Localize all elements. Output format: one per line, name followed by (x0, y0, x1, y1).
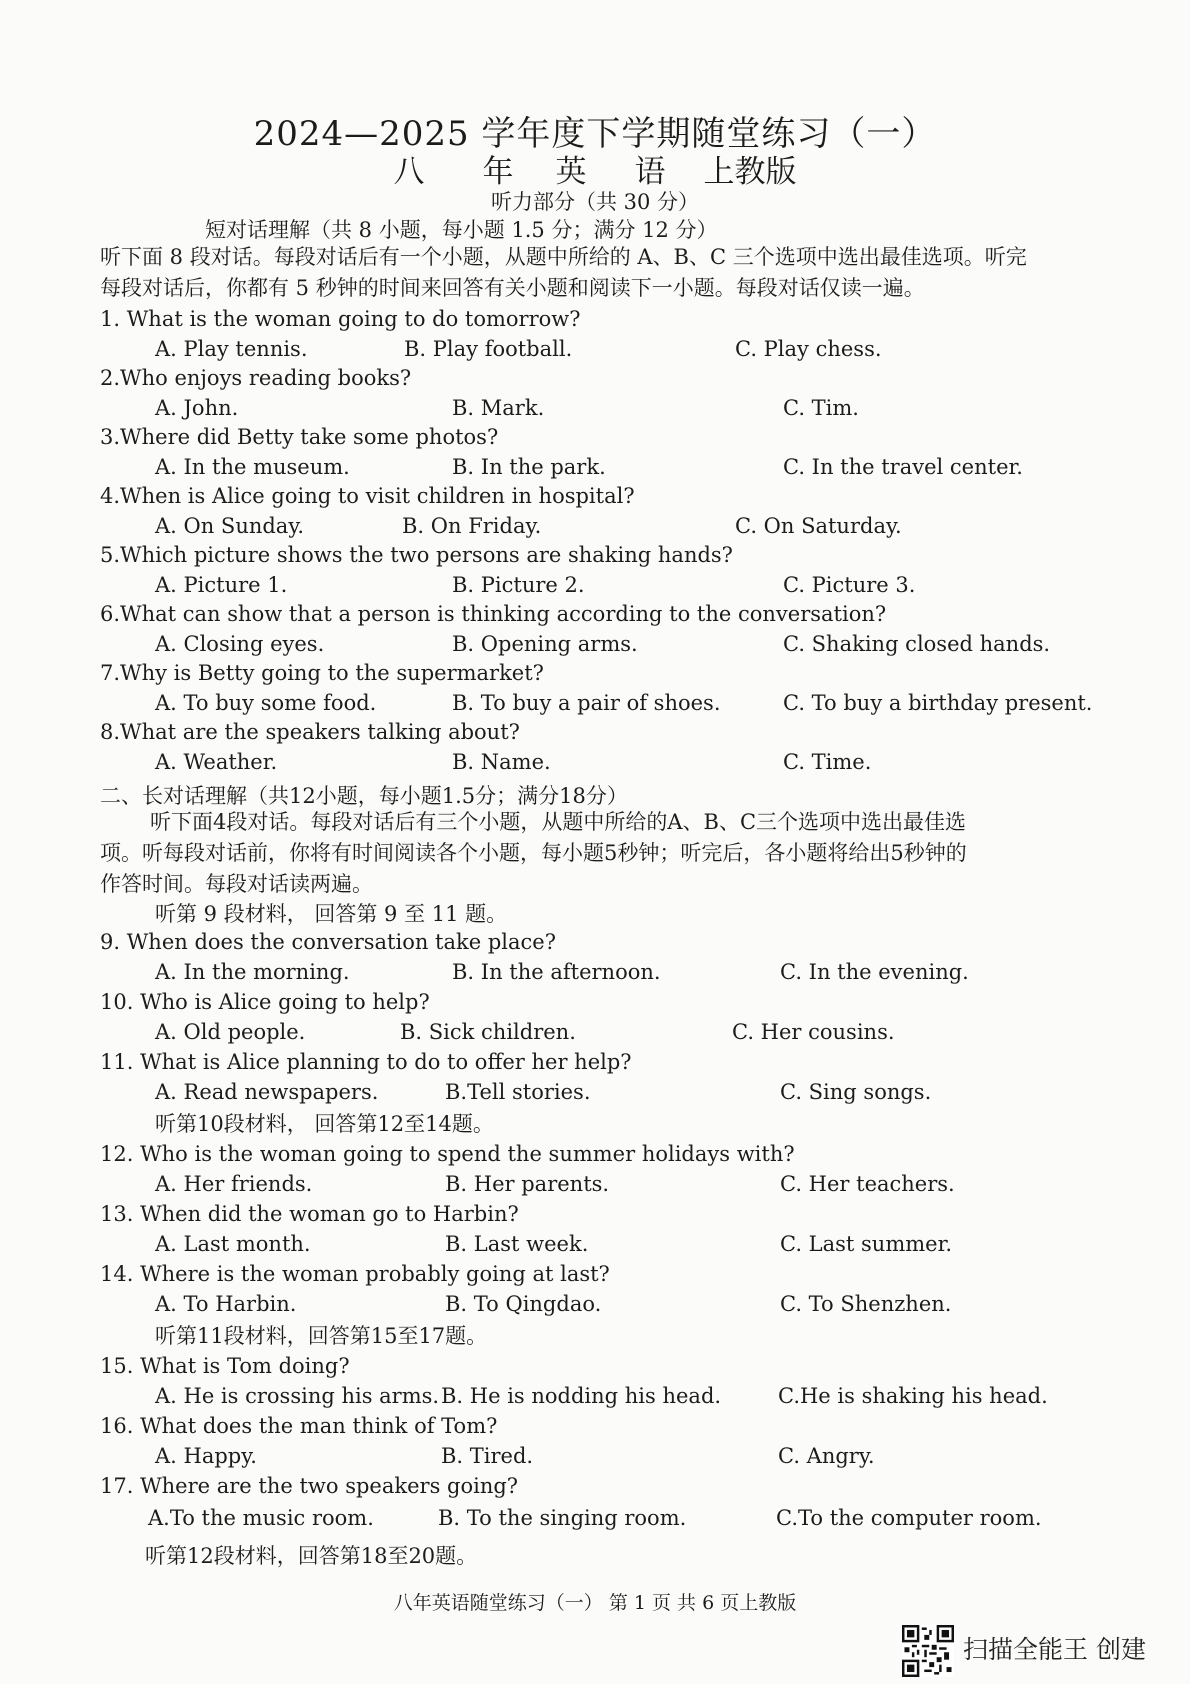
scanner-watermark: 扫描全能王 创建 (963, 1635, 1146, 1664)
question-11: 11. What is Alice planning to do to offer her help? (100, 1050, 632, 1074)
option-a: A. To buy some food. (155, 691, 377, 715)
subtitle-word: 语 (634, 154, 666, 190)
option-b: B. To buy a pair of shoes. (452, 691, 721, 715)
question-9: 9. When does the conversation take place? (100, 930, 556, 954)
material-11-note: 听第11段材料，回答第15至17题。 (155, 1324, 488, 1348)
instruction-line: 项。听每段对话前，你将有时间阅读各个小题，每小题5秒钟；听完后，各小题将给出5秒钟的 (100, 841, 967, 865)
option-b: B. On Friday. (402, 514, 542, 538)
subtitle-word: 上教版 (703, 154, 797, 190)
section2-instruction (100, 807, 1100, 838)
option-b: B. Play football. (404, 337, 573, 361)
question-1: 1. What is the woman going to do tomorrow? (100, 307, 581, 331)
subtitle-word: 年 (482, 154, 514, 190)
option-b: B.Tell stories. (445, 1080, 591, 1104)
question-12: 12. Who is the woman going to spend the summer holidays with? (100, 1142, 795, 1166)
instruction-line: 作答时间。每段对话读两遍。 (100, 872, 373, 896)
option-a: A. Her friends. (155, 1172, 313, 1196)
question-2: 2.Who enjoys reading books? (100, 366, 412, 390)
option-a: A. He is crossing his arms. (155, 1384, 440, 1408)
option-b: B. Opening arms. (452, 632, 638, 656)
option-a: A. Old people. (155, 1020, 306, 1044)
option-c: C. Play chess. (735, 337, 882, 361)
option-a: A. To Harbin. (155, 1292, 297, 1316)
option-c: C. Her teachers. (780, 1172, 955, 1196)
option-c: C. To Shenzhen. (780, 1292, 952, 1316)
option-c: C. To buy a birthday present. (783, 691, 1093, 715)
part-heading: 听力部分（共 30 分） (490, 190, 700, 214)
option-a: A. In the museum. (155, 455, 350, 479)
instruction-line: 听下面 8 段对话。每段对话后有一个小题，从题中所给的 A、B、C 三个选项中选出最佳选项。听完 (100, 245, 1027, 269)
subtitle-word: 八 (393, 154, 425, 190)
question-4: 4.When is Alice going to visit children in hospital? (100, 484, 635, 508)
option-c: C. Shaking closed hands. (783, 632, 1051, 656)
option-b: B. To the singing room. (438, 1506, 687, 1530)
option-a: A. Picture 1. (155, 573, 288, 597)
material-9-note: 听第 9 段材料， 回答第 9 至 11 题。 (155, 902, 508, 926)
question-8: 8.What are the speakers talking about? (100, 720, 520, 744)
option-b: B. In the park. (452, 455, 606, 479)
option-a: A. Closing eyes. (155, 632, 325, 656)
question-15: 15. What is Tom doing? (100, 1354, 350, 1378)
option-c: C. Angry. (778, 1444, 875, 1468)
option-a: A. Read newspapers. (155, 1080, 379, 1104)
question-10: 10. Who is Alice going to help? (100, 990, 430, 1014)
option-b: B. Mark. (452, 396, 545, 420)
question-6: 6.What can show that a person is thinking according to the conversation? (100, 602, 887, 626)
option-c: C. In the evening. (780, 960, 969, 984)
option-c: C.He is shaking his head. (778, 1384, 1048, 1408)
section1-heading: 短对话理解（共 8 小题，每小题 1.5 分；满分 12 分） (205, 218, 718, 242)
option-a: A. Weather. (155, 750, 278, 774)
option-b: B. In the afternoon. (452, 960, 661, 984)
option-c: C. Tim. (783, 396, 859, 420)
option-a: A. John. (155, 396, 239, 420)
qr-code-icon (902, 1625, 954, 1677)
option-c: C. Picture 3. (783, 573, 916, 597)
option-a: A. Happy. (155, 1444, 257, 1468)
option-b: B. Name. (452, 750, 551, 774)
question-17: 17. Where are the two speakers going? (100, 1474, 519, 1498)
option-b: B. Her parents. (445, 1172, 610, 1196)
option-b: B. Sick children. (400, 1020, 576, 1044)
page-footer: 八年英语随堂练习（一） 第 1 页 共 6 页上教版 (393, 1592, 797, 1614)
material-10-note: 听第10段材料， 回答第12至14题。 (155, 1112, 494, 1136)
question-16: 16. What does the man think of Tom? (100, 1414, 498, 1438)
question-14: 14. Where is the woman probably going at last? (100, 1262, 610, 1286)
option-a: A. Last month. (155, 1232, 311, 1256)
option-c: C. Time. (783, 750, 872, 774)
option-c: C. On Saturday. (735, 514, 902, 538)
question-7: 7.Why is Betty going to the supermarket? (100, 661, 544, 685)
option-b: B. To Qingdao. (445, 1292, 602, 1316)
option-a: A.To the music room. (148, 1506, 374, 1530)
option-b: B. He is nodding his head. (441, 1384, 722, 1408)
exam-title: 2024—2025 学年度下学期随堂练习（一） (253, 114, 937, 154)
option-c: C. Last summer. (780, 1232, 952, 1256)
section1-instruction (100, 242, 1100, 304)
instruction-line: 听下面4段对话。每段对话后有三个小题，从题中所给的A、B、C三个选项中选出最佳选 (150, 810, 967, 834)
option-c: C. Her cousins. (732, 1020, 895, 1044)
question-3: 3.Where did Betty take some photos? (100, 425, 499, 449)
option-b: B. Last week. (445, 1232, 589, 1256)
option-c: C. In the travel center. (783, 455, 1023, 479)
exam-subtitle (0, 146, 1190, 191)
question-5: 5.Which picture shows the two persons are shaking hands? (100, 543, 733, 567)
option-b: B. Picture 2. (452, 573, 585, 597)
subtitle-word: 英 (555, 154, 587, 190)
option-c: C. Sing songs. (780, 1080, 932, 1104)
option-a: A. On Sunday. (155, 514, 305, 538)
option-c: C.To the computer room. (776, 1506, 1042, 1530)
option-a: A. In the morning. (155, 960, 350, 984)
option-a: A. Play tennis. (155, 337, 308, 361)
option-b: B. Tired. (441, 1444, 534, 1468)
instruction-line: 每段对话后，你都有 5 秒钟的时间来回答有关小题和阅读下一小题。每段对话仅读一遍。 (100, 276, 925, 300)
material-12-note: 听第12段材料，回答第18至20题。 (145, 1544, 478, 1568)
section2-heading: 二、长对话理解（共12小题，每小题1.5分；满分18分） (100, 784, 628, 808)
section2-instruction-cont (100, 838, 1100, 900)
question-13: 13. When did the woman go to Harbin? (100, 1202, 519, 1226)
